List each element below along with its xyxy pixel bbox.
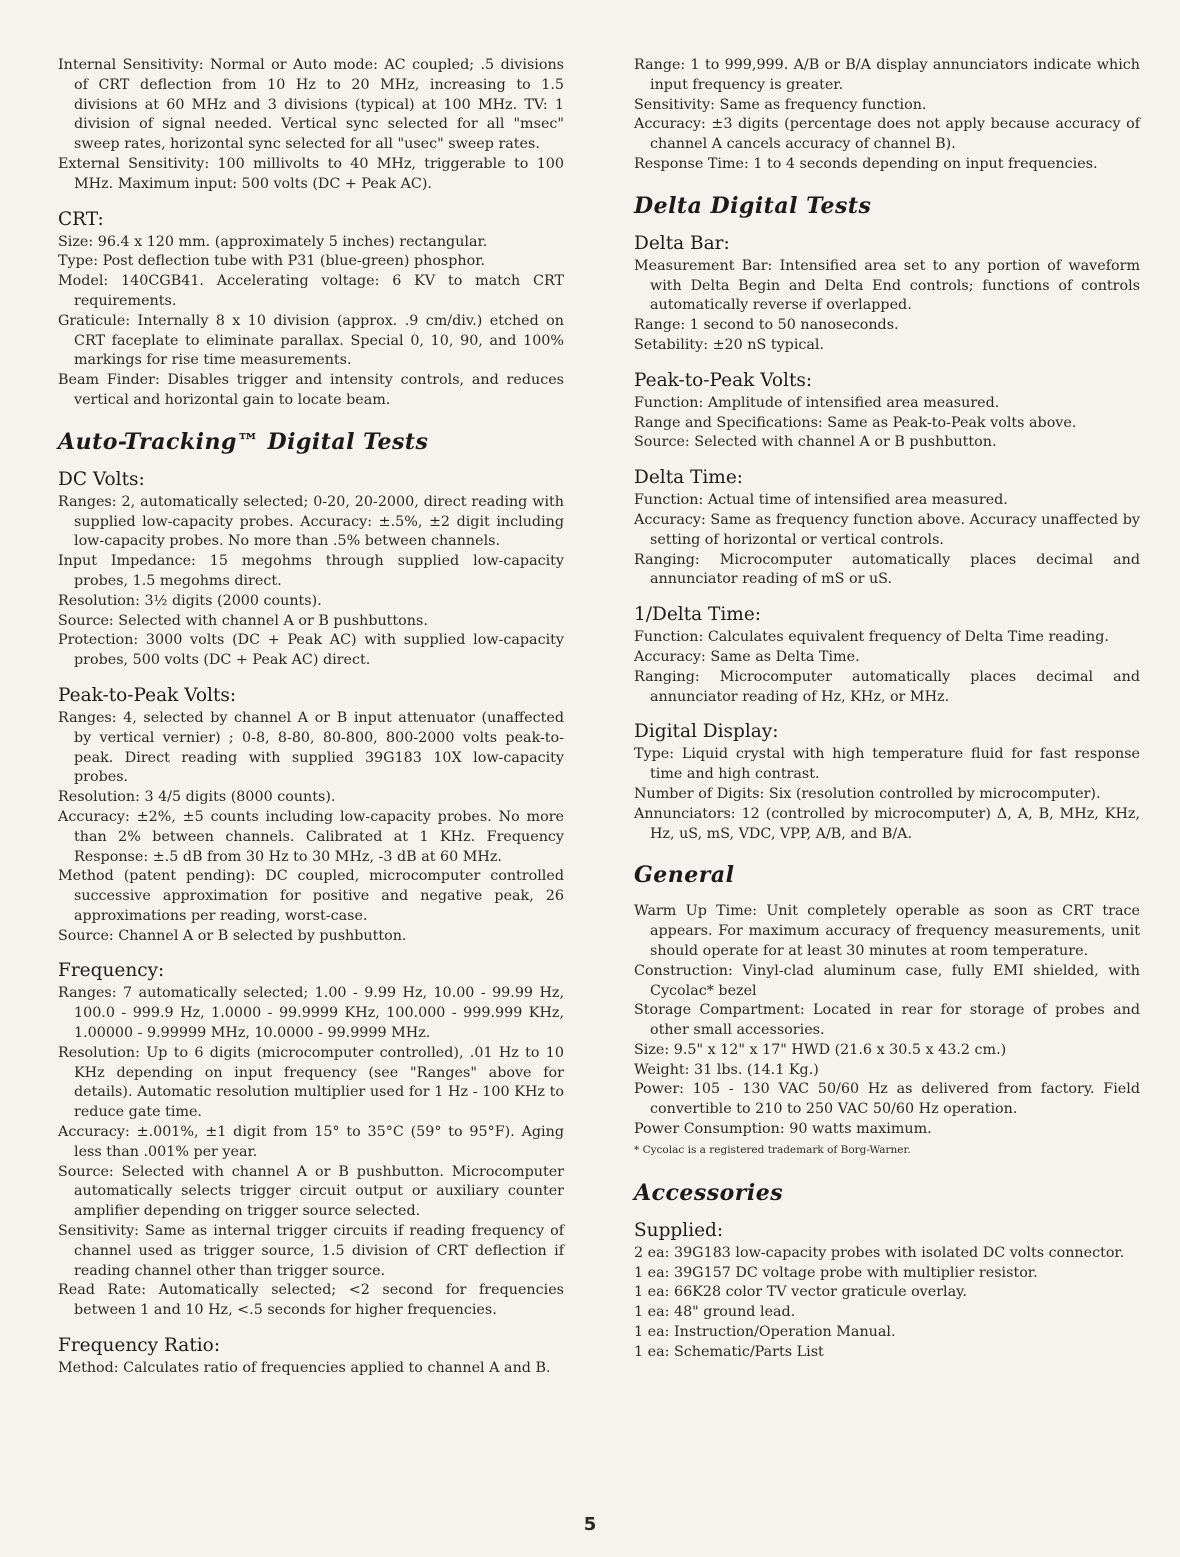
spec-entry: Accuracy: ±3 digits (percentage does not apply because accuracy of channel A cancels accuracy of channel B). xyxy=(634,116,1140,153)
spec-entry: Ranges: 4, selected by channel A or B input attenuator (unaffected by vertical vernier) ; 0-8, 8-80, 80-800, 800-2000 volts peak-to-peak. Direct reading with supplied 39G183 10X low-capacity probes. xyxy=(58,709,564,786)
spec-entry: Annunciators: 12 (controlled by microcomputer) Δ, A, B, MHz, KHz, Hz, uS, mS, VDC, VPP, A/B, and B/A. xyxy=(634,805,1140,842)
spec-entry: Number of Digits: Six (resolution controlled by microcomputer). xyxy=(634,785,1101,802)
spec-entry: Beam Finder: Disables trigger and intensity controls, and reduces vertical and horizontal gain to locate beam. xyxy=(58,372,564,408)
accessory-item: 1 ea: 39G157 DC voltage probe with multiplier resistor. xyxy=(634,1264,1038,1281)
delta-bar-heading: Delta Bar: xyxy=(634,232,730,254)
spec-entry: Size: 9.5" x 12" x 17" HWD (21.6 x 30.5 x 43.2 cm.) xyxy=(634,1041,1007,1058)
spec-entry: Storage Compartment: Located in rear for storage of probes and other small accessories. xyxy=(634,1002,1140,1039)
page-number: 5 xyxy=(583,1514,597,1535)
accessory-item: 1 ea: Schematic/Parts List xyxy=(634,1343,824,1360)
delta-peak-to-peak-block xyxy=(634,370,1140,453)
peak-to-peak-volts-block xyxy=(58,685,564,947)
spec-entry: Graticule: Internally 8 x 10 division (approx. .9 cm/div.) etched on CRT faceplate to eliminate parallax. Special 0, 10, 90, and 100% markings for rise time measurements. xyxy=(58,312,564,369)
digital-display-heading: Digital Display: xyxy=(634,721,779,743)
peak-to-peak-heading: Peak-to-Peak Volts: xyxy=(58,684,237,706)
spec-entry: Source: Selected with channel A or B pushbutton. Microcomputer automatically selects trigger circuit output or auxiliary counter amplifier depending on trigger source selected. xyxy=(58,1163,564,1220)
spec-entry: Method: Calculates ratio of frequencies applied to channel A and B. xyxy=(58,1360,551,1377)
accessory-item: 1 ea: 66K28 color TV vector graticule overlay. xyxy=(634,1284,967,1301)
spec-entry: Range: 1 second to 50 nanoseconds. xyxy=(634,317,899,334)
spec-entry: Model: 140CGB41. Accelerating voltage: 6 KV to match CRT requirements. xyxy=(58,273,564,309)
dc-volts-block xyxy=(58,469,564,671)
spec-entry: Read Rate: Automatically selected; <2 second for frequencies between 1 and 10 Hz, <.5 seconds for higher frequencies. xyxy=(58,1282,564,1319)
left-column xyxy=(58,56,564,1393)
inverse-delta-time-block xyxy=(634,604,1140,707)
digital-display-block xyxy=(634,721,1140,844)
spec-entry: Resolution: Up to 6 digits (microcomputer controlled), .01 Hz to 10 KHz depending on input frequency (see "Ranges" above for details). Automatic resolution multiplier used for 1 Hz - 100 KHz to reduce gate time. xyxy=(58,1044,564,1121)
spec-entry: Accuracy: ±.001%, ±1 digit from 15° to 35°C (59° to 95°F). Aging less than .001% per year. xyxy=(58,1124,564,1160)
spec-entry: Method (patent pending): DC coupled, microcomputer controlled successive approximation for positive and negative peak, 26 approximations per reading, worst-case. xyxy=(58,868,564,924)
delta-digital-tests-title: Delta Digital Tests xyxy=(634,192,872,219)
spec-entry: Internal Sensitivity: Normal or Auto mode: AC coupled; .5 divisions of CRT deflection from 10 Hz to 20 MHz, increasing to 1.5 divisions at 60 MHz and 3 divisions (typical) at 100 MHz. TV: 1 division of signal needed. Vertical sync selected for all "msec" sweep rates, horizontal sync selected for all "usec" sweep rates. xyxy=(58,57,564,153)
right-column xyxy=(634,56,1140,1377)
spec-entry: Warm Up Time: Unit completely operable as soon as CRT trace appears. For maximum accuracy of frequency measurements, unit should operate for at least 30 minutes at room temperature. xyxy=(634,903,1140,959)
spec-entry: Ranging: Microcomputer automatically places decimal and annunciator reading of mS or uS. xyxy=(634,551,1140,588)
spec-entry: Resolution: 3½ digits (2000 counts). xyxy=(58,592,322,609)
frequency-ratio-block xyxy=(58,1335,564,1379)
spec-entry: Range and Specifications: Same as Peak-to-Peak volts above. xyxy=(634,414,1077,431)
spec-entry: Power: 105 - 130 VAC 50/60 Hz as delivered from factory. Field convertible to 210 to 250 VAC 50/60 Hz operation. xyxy=(634,1081,1140,1118)
spec-entry: Accuracy: ±2%, ±5 counts including low-capacity probes. No more than 2% between channels. Calibrated at 1 KHz. Frequency Response: ±.5 dB from 30 Hz to 30 MHz, -3 dB at 60 MHz. xyxy=(58,808,564,865)
trademark-footnote: * Cycolac is a registered trademark of Borg-Warner. xyxy=(634,1143,911,1156)
delta-time-heading: Delta Time: xyxy=(634,467,744,489)
crt-heading: CRT: xyxy=(58,208,104,230)
frequency-ratio-continued xyxy=(634,56,1140,175)
spec-entry: Power Consumption: 90 watts maximum. xyxy=(634,1121,932,1138)
spec-entry: Protection: 3000 volts (DC + Peak AC) with supplied low-capacity probes, 500 volts (DC + Peak AC) direct. xyxy=(58,632,564,669)
spec-entry: Function: Actual time of intensified area measured. xyxy=(634,492,1008,509)
trigger-sensitivity-block xyxy=(58,56,564,195)
inverse-delta-time-heading: 1/Delta Time: xyxy=(634,604,762,626)
spec-entry: Source: Channel A or B selected by pushbutton. xyxy=(58,927,407,944)
spec-entry: Accuracy: Same as frequency function above. Accuracy unaffected by setting of horizontal or vertical controls. xyxy=(634,511,1140,548)
frequency-block xyxy=(58,960,564,1321)
spec-entry: Resolution: 3 4/5 digits (8000 counts). xyxy=(58,789,336,806)
spec-entry: Function: Amplitude of intensified area measured. xyxy=(634,394,1000,411)
spec-entry: Type: Post deflection tube with P31 (blue-green) phosphor. xyxy=(58,253,486,270)
spec-entry: Function: Calculates equivalent frequency of Delta Time reading. xyxy=(634,629,1109,646)
spec-entry: Ranges: 7 automatically selected; 1.00 - 9.99 Hz, 10.00 - 99.99 Hz, 100.0 - 999.9 Hz, 1.0000 - 99.9999 KHz, 100.000 - 999.999 KHz, 1.00000 - 9.99999 MHz, 10.0000 - 99.9999 MHz. xyxy=(58,985,564,1042)
spec-entry: Input Impedance: 15 megohms through supplied low-capacity probes, 1.5 megohms direct. xyxy=(58,553,564,589)
general-title: General xyxy=(634,862,735,889)
frequency-ratio-heading: Frequency Ratio: xyxy=(58,1335,221,1357)
spec-entry: Range: 1 to 999,999. A/B or B/A display annunciators indicate which input frequency is greater. xyxy=(634,57,1140,93)
accessory-item: 1 ea: 48" ground lead. xyxy=(634,1304,796,1321)
spec-entry: Setability: ±20 nS typical. xyxy=(634,336,825,353)
spec-entry: Source: Selected with channel A or B pushbuttons. xyxy=(58,612,428,629)
spec-entry: Ranging: Microcomputer automatically places decimal and annunciator reading of Hz, KHz, or MHz. xyxy=(634,668,1140,705)
supplied-heading: Supplied: xyxy=(634,1219,724,1241)
frequency-heading: Frequency: xyxy=(58,960,165,982)
accessory-item: 1 ea: Instruction/Operation Manual. xyxy=(634,1324,896,1341)
spec-entry: Ranges: 2, automatically selected; 0-20, 20-2000, direct reading with supplied low-capacity probes. Accuracy: ±.5%, ±2 digit including low-capacity probes. No more than .5% between channels. xyxy=(58,493,564,550)
spec-entry: Construction: Vinyl-clad aluminum case, fully EMI shielded, with Cycolac* bezel xyxy=(634,962,1140,999)
crt-block xyxy=(58,209,564,411)
accessories-title: Accessories xyxy=(634,1179,784,1206)
spec-entry: Measurement Bar: Intensified area set to any portion of waveform with Delta Begin and Delta End controls; functions of controls automatically reverse if overlapped. xyxy=(634,257,1140,314)
spec-entry: Type: Liquid crystal with high temperature fluid for fast response time and high contrast. xyxy=(634,746,1140,783)
spec-entry: Source: Selected with channel A or B pushbutton. xyxy=(634,434,997,451)
delta-peak-to-peak-heading: Peak-to-Peak Volts: xyxy=(634,369,813,391)
spec-entry: Sensitivity: Same as frequency function. xyxy=(634,96,927,113)
spec-entry: Sensitivity: Same as internal trigger circuits if reading frequency of channel used as trigger source, 1.5 division of CRT deflection if reading channel other than trigger source. xyxy=(58,1223,564,1279)
spec-entry: Weight: 31 lbs. (14.1 Kg.) xyxy=(634,1061,819,1078)
spec-entry: Response Time: 1 to 4 seconds depending on input frequencies. xyxy=(634,155,1098,172)
spec-entry: External Sensitivity: 100 millivolts to 40 MHz, triggerable to 100 MHz. Maximum input: 500 volts (DC + Peak AC). xyxy=(58,155,564,192)
auto-tracking-section-title: Auto-Tracking™ Digital Tests xyxy=(58,428,429,455)
supplied-block xyxy=(634,1220,1140,1363)
spec-entry: Accuracy: Same as Delta Time. xyxy=(634,648,860,665)
delta-time-block xyxy=(634,467,1140,590)
dc-volts-heading: DC Volts: xyxy=(58,468,145,490)
accessory-item: 2 ea: 39G183 low-capacity probes with isolated DC volts connector. xyxy=(634,1244,1125,1261)
spec-entry: Size: 96.4 x 120 mm. (approximately 5 inches) rectangular. xyxy=(58,233,488,250)
delta-bar-block xyxy=(634,233,1140,356)
general-block xyxy=(634,902,1140,1158)
